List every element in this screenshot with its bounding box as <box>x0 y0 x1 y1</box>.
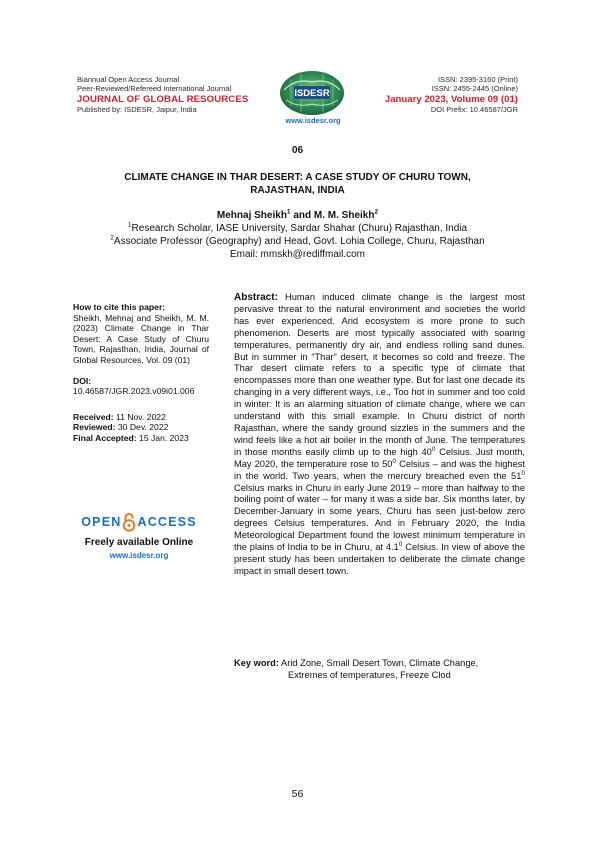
abstract-part-3: Celsius – and was the highest in the world. Two years, when the mercury breached even the 51 <box>234 458 525 481</box>
abstract-sup-3: 0 <box>521 469 525 477</box>
journal-header-left <box>77 75 292 114</box>
page-number: 56 <box>291 788 304 800</box>
oa-url[interactable]: www.isdesr.org <box>109 551 169 560</box>
abstract-part-4: Celsius marks in Churu in early June 2019 – more than halfway to the boiling point of water – for many it was a side bar. Six months later, by December-January in some years, Churu has seen just-below zero degrees Celsius temperatures. And in February 2020, the India Meteorological Department found the lowest minimum temperature in the plains of India to be in Churu, at 4.1 <box>234 482 525 553</box>
author-line <box>0 210 595 221</box>
affiliation-1-sup: 1 <box>127 221 132 229</box>
issn-print: ISSN: 2395-3160 (Print) <box>437 75 518 84</box>
oa-free-text: Freely available Online <box>84 537 194 548</box>
cite-label: How to cite this paper: <box>73 302 166 312</box>
article-number: 06 <box>291 145 304 156</box>
doi-value[interactable]: 10.46587/JGR.2023.v09i01.006 <box>73 386 195 397</box>
title-line-1: CLIMATE CHANGE IN THAR DESERT: A CASE STUDY OF CHURU TOWN, <box>124 172 471 183</box>
received-value: 11 Nov. 2022 <box>113 411 166 422</box>
reviewed-date <box>73 422 209 433</box>
affiliation-2 <box>0 236 595 249</box>
received-label: Received: <box>73 411 114 422</box>
affiliation-2-sup: 2 <box>110 234 114 242</box>
open-access-badge <box>79 512 199 560</box>
abstract-part-2: Celsius. Just month, May 2020, the temperature rose to 50 <box>234 446 525 469</box>
affiliation-1-text: Research Scholar, IASE University, Sardar Shahar (Churu) Rajasthan, India <box>131 223 468 234</box>
journal-header-right <box>338 75 518 114</box>
abstract-part-1: Human induced climate change is the largest most pervasive threat to the natural environment and societies the world has ever experienced. Arid ecosystem is more prone to such phenomenon. Deserts are most typically associated with soaring temperatures, permanently dry air, and endless rolling sand dunes. But in summer in “Thar” desert, it becomes so cold and freeze. The Thar desert climate refers to a specific type of climate that encompasses more than one weather type. But for last one decade its changing in a very different ways, i.e., Too hot in summer and too cold in winter. It is an alarming situation of climate change, where we can understand with this small example. In Churu district of north Rajasthan, where the sandy ground sizzles in the summers and the wind feels like a hot air boiler in the month of June. The temperatures in those months easily climb up to the high 40 <box>234 292 525 457</box>
abstract-sup-2: 0 <box>392 457 397 465</box>
abstract-part-5: Celsius. In view of above the present study has been undertaken to deliberate the climate change impact in small desert town. <box>234 542 525 576</box>
abstract-sup-4: 0 <box>398 540 403 548</box>
issn-online: ISSN: 2455-2445 (Online) <box>431 84 518 94</box>
author-2-sup: 2 <box>374 208 379 216</box>
logo-url[interactable]: www.isdesr.org <box>285 116 341 125</box>
author-1-sup: 1 <box>286 208 291 216</box>
journal-title: JOURNAL OF GLOBAL RESOURCES <box>77 93 249 105</box>
affiliation-2-text: Associate Professor (Geography) and Head, Govt. Lohia College, Churu, Rajasthan <box>113 236 485 247</box>
author-email[interactable]: Email: mmskh@rediffmail.com <box>230 249 365 260</box>
oa-word-2: ACCESS <box>137 515 197 529</box>
keywords <box>234 657 529 681</box>
author-2: M. M. Sheikh <box>313 210 375 221</box>
issue-volume: January 2023, Volume 09 (01) <box>384 93 518 105</box>
article-title <box>100 172 495 197</box>
keywords-line-1: Arid Zone, Small Desert Town, Climate Change, <box>278 658 479 668</box>
open-lock-icon <box>122 512 136 532</box>
cite-text: Sheikh, Mehnaj and Sheikh, M. M. (2023) Climate Change in Thar Desert: A Case Study of Churu Town, Rajasthan, India, Journal of Global Resources, Vol. 09 (01) <box>73 312 209 365</box>
author-1: Mehnaj Sheikh <box>216 210 287 221</box>
author-and: and <box>290 210 314 221</box>
journal-review-type: Peer-Reviewed/Refereed International Journal <box>77 84 232 94</box>
accepted-label: Final Accepted: <box>73 432 137 443</box>
logo-text: ISDESR <box>294 88 330 100</box>
affiliation-1 <box>0 223 595 236</box>
keywords-label: Key word: <box>234 658 279 668</box>
abstract-sup-1: 0 <box>431 445 436 453</box>
doi-prefix: DOI Prefix: 10.46587/JGR <box>430 104 518 114</box>
oa-word-1: OPEN <box>81 515 122 529</box>
title-line-2: RAJASTHAN, INDIA <box>250 184 345 196</box>
reviewed-label: Reviewed: <box>73 422 116 433</box>
abstract-label: Abstract: <box>234 292 278 303</box>
open-access-logo <box>79 512 199 532</box>
received-date <box>73 412 209 423</box>
doi-label: DOI: <box>73 375 92 386</box>
abstract <box>234 292 525 578</box>
citation-sidebar <box>73 302 209 444</box>
reviewed-value: 30 Dev. 2022 <box>115 422 169 433</box>
journal-frequency: Biannual Open Access Journal <box>77 75 180 84</box>
accepted-date <box>73 433 209 444</box>
accepted-value: 15 Jan. 2023 <box>136 432 189 443</box>
keywords-line-2: Extremes of temperatures, Freeze Clod <box>288 670 451 680</box>
journal-publisher: Published by: ISDESR, Jaipur, India <box>77 104 197 114</box>
